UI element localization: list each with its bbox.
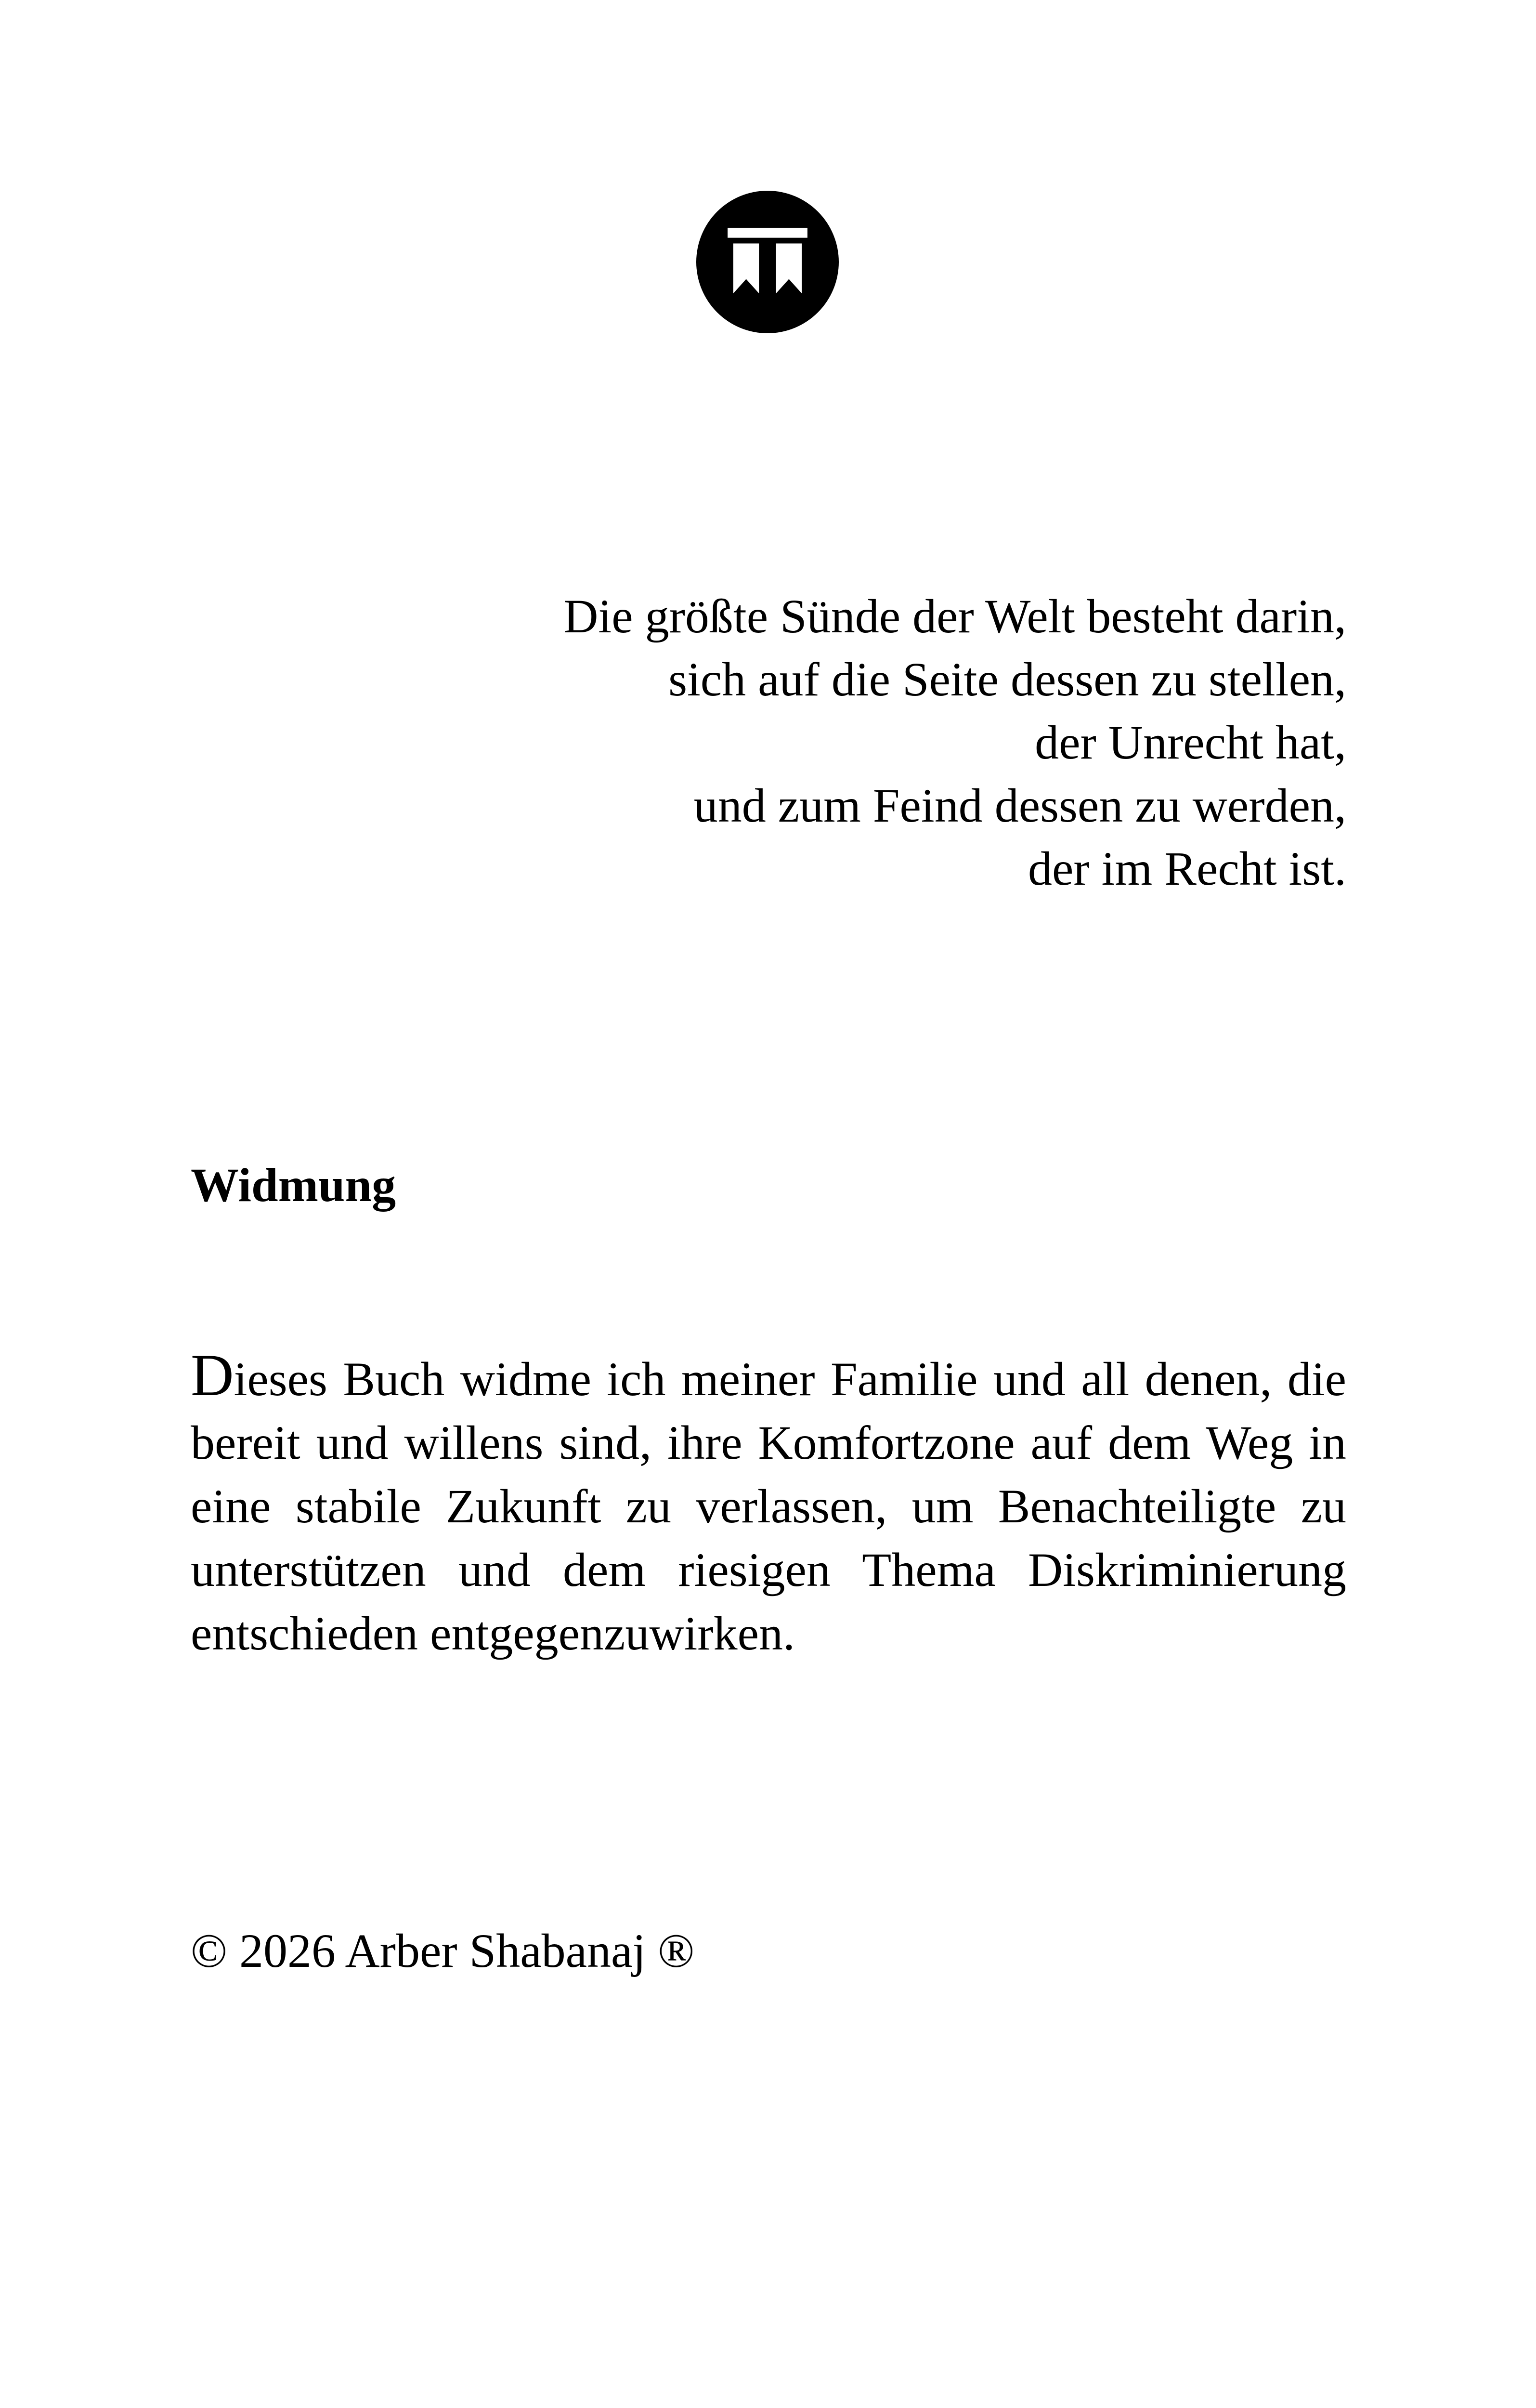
- epigraph-line: und zum Feind dessen zu werden,: [693, 779, 1346, 832]
- publisher-logo: [696, 191, 839, 333]
- dedication-heading: Widmung: [191, 1158, 396, 1212]
- dedication-line: unterstützen und dem riesigen Thema Diskriminierung: [191, 1543, 1346, 1597]
- epigraph: [482, 585, 1346, 900]
- drop-cap: D: [191, 1342, 234, 1408]
- dedication-line: [191, 1344, 1346, 1411]
- copyright-notice: © 2026 Arber Shabanaj ®: [191, 1924, 695, 1977]
- publisher-logo-icon: [696, 191, 839, 333]
- epigraph-line: Die größte Sünde der Welt besteht darin,: [563, 589, 1346, 643]
- dedication-line: eine stabile Zukunft zu verlassen, um Benachteiligte zu: [191, 1479, 1346, 1533]
- dedication-line: entschieden entgegenzuwirken.: [191, 1607, 795, 1660]
- dedication-line: bereit und willens sind, ihre Komfortzone auf dem Weg in: [191, 1416, 1346, 1469]
- epigraph-line: der im Recht ist.: [1028, 842, 1346, 895]
- epigraph-line: sich auf die Seite dessen zu stellen,: [668, 653, 1346, 706]
- dedication-text: [191, 1344, 1346, 1665]
- epigraph-line: der Unrecht hat,: [1035, 716, 1346, 769]
- dedication-line-text: ieses Buch widme ich meiner Familie und all denen, die: [234, 1352, 1346, 1406]
